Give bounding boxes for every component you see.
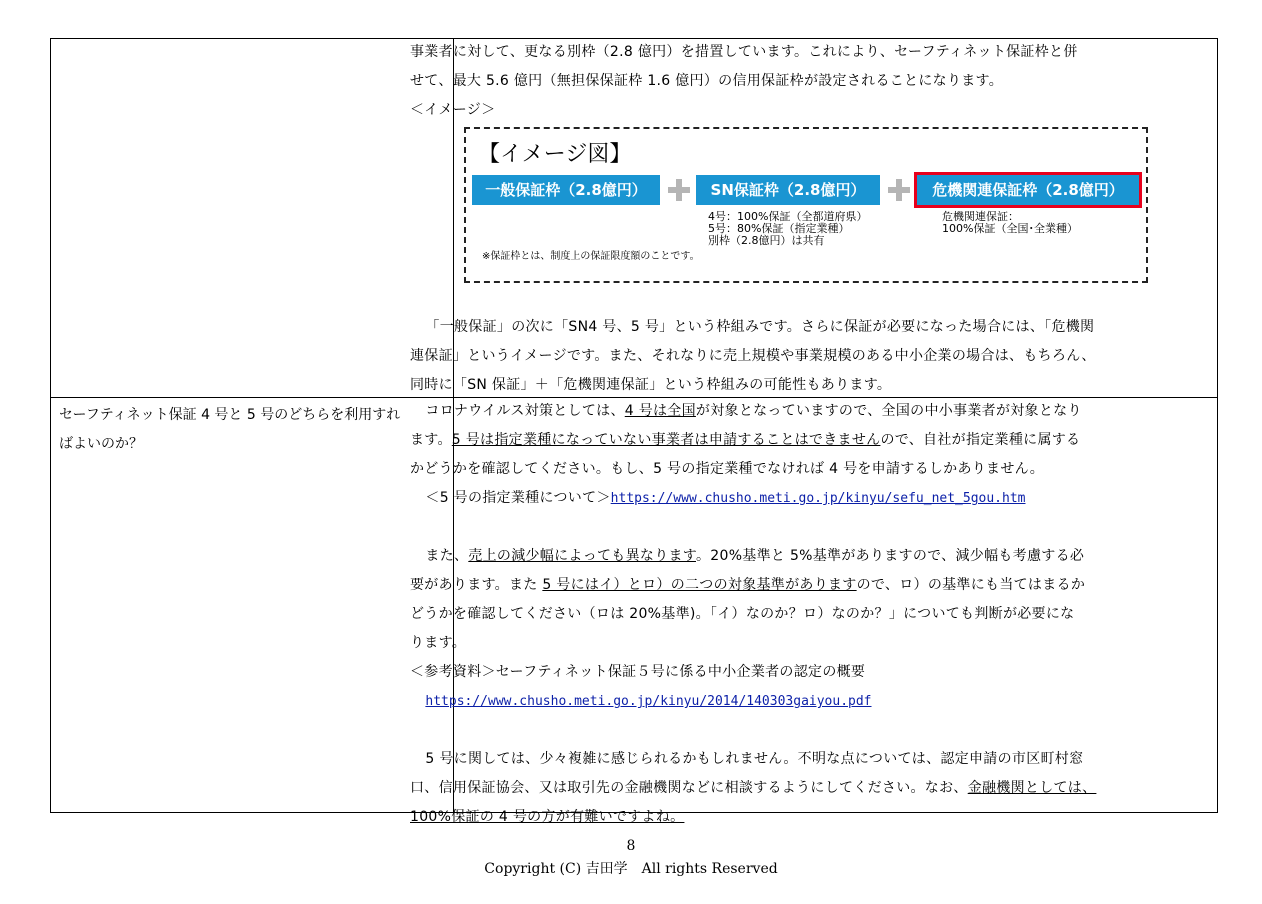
- row1-answer-cell: [410, 38, 1162, 125]
- general-guarantee-box: 一般保証枠（2.8億円）: [472, 175, 660, 205]
- plus-icon: [668, 179, 690, 201]
- text-line: 5 号に関しては、少々複雑に感じられるかもしれません。不明な点については、認定申請の市区町村窓: [425, 751, 1084, 767]
- designated-industry-link[interactable]: https://www.chusho.meti.go.jp/kinyu/sefu_net_5gou.htm: [610, 491, 1026, 506]
- text-span: ので、ロ）の基準にも当てはまるか: [856, 577, 1086, 593]
- question-line: ばよいのか？: [59, 436, 143, 452]
- sn-notes: [708, 211, 867, 247]
- underlined-text: 金融機関としては、: [967, 780, 1097, 796]
- text-span: 要があります。また: [410, 577, 543, 593]
- text-line: かどうかを確認してください。もし、5 号の指定業種でなければ 4 号を申請するしかありません。: [410, 461, 1045, 477]
- question-line: セーフティネット保証 4 号と 5 号のどちらを利用すれ: [59, 407, 401, 423]
- reference-link[interactable]: https://www.chusho.meti.go.jp/kinyu/2014/140303gaiyou.pdf: [425, 694, 872, 709]
- text-line: 同時に「SN 保証」＋「危機関連保証」という枠組みの可能性もあります。: [410, 377, 892, 393]
- underlined-text: 5 号は指定業種になっていない事業者は申請することはできません: [451, 432, 881, 448]
- footnote: ※保証枠とは、制度上の保証限度額のことです。: [482, 251, 700, 262]
- note-line: 5号：80%保証（指定業種）: [708, 222, 850, 235]
- text-span: ので、自社が指定業種に属する: [880, 432, 1081, 448]
- text-span: また、: [425, 548, 469, 564]
- page-number: 8: [626, 838, 636, 854]
- text-span: 。20%基準と 5%基準がありますので、減少幅も考慮する必: [695, 548, 1085, 564]
- text-line: [410, 542, 1162, 571]
- underlined-text: 5 号にはイ）とロ）の二つの対象基準があります: [542, 577, 857, 593]
- text-span: ます。: [410, 432, 452, 448]
- crisis-guarantee-box: 危機関連保証枠（2.8億円）: [917, 175, 1139, 205]
- text-line: 「一般保証」の次に「SN4 号、5 号」という枠組みです。さらに保証が必要になった場合には、「危機関: [425, 319, 1095, 335]
- row2-answer-cell: [410, 397, 1162, 832]
- text-line: [410, 571, 1162, 600]
- text-line: [410, 484, 1162, 513]
- underlined-text: 100%保証の 4 号の方が有難いですよね。: [410, 809, 685, 825]
- text-line: [410, 426, 1162, 455]
- text-span: ＜5 号の指定業種について＞: [425, 490, 611, 506]
- text-line: 連保証」というイメージです。また、それなりに売上規模や事業規模のある中小企業の場合は、もちろん、: [410, 348, 1096, 364]
- sn-guarantee-box: SN保証枠（2.8億円）: [696, 175, 880, 205]
- diagram-title: 【イメージ図】: [478, 142, 632, 167]
- question-cell: [59, 401, 447, 459]
- row1-paragraph: [410, 313, 1162, 400]
- underlined-text: 4 号は全国: [624, 403, 696, 419]
- image-label: ＜イメージ＞: [410, 102, 496, 118]
- text-span: 口、信用保証協会、又は取引先の金融機関などに相談するようにしてください。なお、: [410, 780, 968, 796]
- note-line: 別枠（2.8億円）は共有: [708, 234, 825, 247]
- image-diagram: [464, 127, 1148, 283]
- text-span: が対象となっていますので、全国の中小事業者が対象となり: [695, 403, 1082, 419]
- note-line: 危機関連保証：: [942, 210, 1019, 223]
- underlined-text: 売上の減少幅によっても異なります: [468, 548, 696, 564]
- text-line: ＜参考資料＞セーフティネット保証５号に係る中小企業者の認定の概要: [410, 664, 866, 680]
- text-line: [410, 774, 1162, 803]
- note-line: 4号：100%保証（全都道府県）: [708, 210, 868, 223]
- text-line: [410, 687, 1162, 716]
- note-line: 100%保証（全国･全業種）: [942, 222, 1078, 235]
- text-span: コロナウイルス対策としては、: [425, 403, 625, 419]
- text-line: [410, 397, 1162, 426]
- crisis-notes: [942, 211, 1078, 235]
- text-line: どうかを確認してください（ロは 20%基準)。「イ）なのか？ロ）なのか？」についても判断が必要にな: [410, 606, 1075, 622]
- text-line: せて、最大 5.6 億円（無担保保証枠 1.6 億円）の信用保証枠が設定されることになります。: [410, 73, 1004, 89]
- text-line: ります。: [410, 635, 467, 651]
- text-line: 事業者に対して、更なる別枠（2.8 億円）を措置しています。これにより、セーフティネット保証枠と併: [410, 44, 1078, 60]
- text-line: [410, 803, 1162, 832]
- plus-icon: [888, 179, 910, 201]
- copyright: Copyright (C) 吉田学 All rights Reserved: [484, 861, 778, 877]
